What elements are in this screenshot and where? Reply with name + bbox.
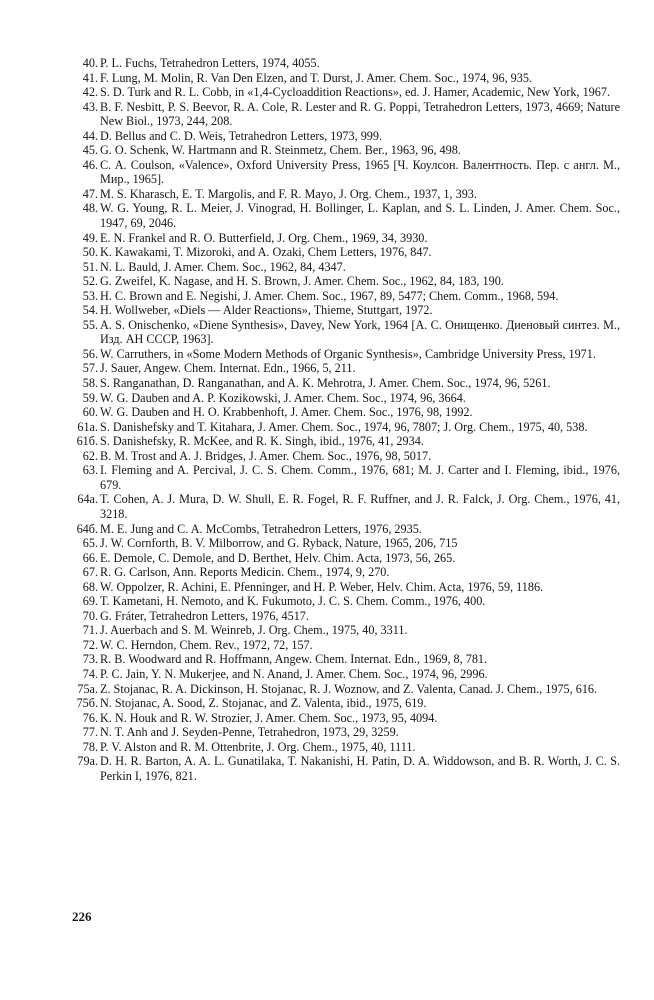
reference-entry: [72, 158, 620, 187]
reference-entry: [72, 682, 620, 697]
reference-number: 48.: [82, 201, 98, 216]
reference-entry: [72, 56, 620, 71]
reference-number: 79a.: [77, 754, 98, 769]
reference-entry: [72, 740, 620, 755]
reference-text: W. Oppolzer, R. Achini, E. Pfenninger, and H. P. Weber, Helv. Chim. Acta, 1976, 59, 1186.: [100, 579, 544, 594]
reference-entry: [72, 522, 620, 537]
reference-number: 65.: [82, 536, 98, 551]
reference-number: 61б.: [76, 434, 98, 449]
reference-number: 42.: [82, 85, 98, 100]
reference-number: 76.: [82, 710, 98, 725]
reference-entry: [72, 638, 620, 653]
reference-entry: [72, 449, 620, 464]
reference-text: H. C. Brown and E. Negishi, J. Amer. Chem. Soc., 1967, 89, 5477; Chem. Comm., 1968, 594.: [100, 288, 559, 303]
reference-entry: [72, 551, 620, 566]
reference-number: 46.: [82, 157, 98, 172]
reference-text: B. F. Nesbitt, P. S. Beevor, R. A. Cole, R. Lester and R. G. Poppi, Tetrahedron Letters, 1973, 4669; Nature New Biol., 1973, 244, 208.: [100, 99, 620, 129]
reference-number: 52.: [82, 274, 98, 289]
reference-entry: [72, 231, 620, 246]
reference-entry: [72, 434, 620, 449]
reference-number: 75a.: [77, 681, 98, 696]
reference-text: N. L. Bauld, J. Amer. Chem. Soc., 1962, 84, 4347.: [100, 259, 346, 274]
reference-text: W. Carruthers, in «Some Modern Methods of Organic Synthesis», Cambridge University Press, 1971.: [100, 346, 596, 361]
reference-entry: [72, 609, 620, 624]
reference-number: 74.: [82, 666, 98, 681]
reference-text: B. M. Trost and A. J. Bridges, J. Amer. Chem. Soc., 1976, 98, 5017.: [100, 448, 432, 463]
reference-number: 70.: [82, 608, 98, 623]
reference-entry: [72, 463, 620, 492]
reference-number: 47.: [82, 186, 98, 201]
reference-text: K. Kawakami, T. Mizoroki, and A. Ozaki, Chem Letters, 1976, 847.: [100, 245, 432, 260]
reference-number: 71.: [82, 623, 98, 638]
reference-text: N. Stojanac, A. Sood, Z. Stojanac, and Z. Valenta, ibid., 1975, 619.: [100, 696, 427, 711]
reference-text: S. Ranganathan, D. Ranganathan, and A. K. Mehrotra, J. Amer. Chem. Soc., 1974, 96, 5261.: [100, 376, 551, 391]
reference-entry: [72, 260, 620, 275]
reference-text: I. Fleming and A. Percival, J. C. S. Chem. Comm., 1976, 681; M. J. Carter and I. Fleming, ibid., 1976, 679.: [100, 463, 620, 492]
page-number: 226: [72, 909, 92, 924]
reference-entry: [72, 71, 620, 86]
reference-number: 57.: [82, 361, 98, 376]
reference-number: 54.: [82, 303, 98, 318]
reference-number: 66.: [82, 550, 98, 565]
reference-entry: [72, 376, 620, 391]
reference-text: J. Auerbach and S. M. Weinreb, J. Org. Chem., 1975, 40, 3311.: [100, 623, 408, 638]
reference-number: 43.: [82, 99, 98, 114]
reference-text: G. O. Schenk, W. Hartmann and R. Steinmetz, Chem. Ber., 1963, 96, 498.: [100, 143, 461, 158]
reference-number: 40.: [82, 56, 98, 70]
reference-text: F. Lung, M. Molin, R. Van Den Elzen, and T. Durst, J. Amer. Chem. Soc., 1974, 96, 935.: [100, 70, 532, 85]
reference-text: G. Zweifel, K. Nagase, and H. S. Brown, J. Amer. Chem. Soc., 1962, 84, 183, 190.: [100, 274, 504, 289]
reference-entry: [72, 652, 620, 667]
reference-text: R. G. Carlson, Ann. Reports Medicin. Chem., 1974, 9, 270.: [100, 565, 390, 580]
reference-number: 64a.: [77, 492, 98, 507]
reference-text: N. T. Anh and J. Seyden-Penne, Tetrahedron, 1973, 29, 3259.: [100, 725, 399, 740]
reference-text: Z. Stojanac, R. A. Dickinson, H. Stojanac, R. J. Woznow, and Z. Valenta, Canad. J. Chem., 1975, 616.: [100, 681, 598, 696]
reference-entry: [72, 580, 620, 595]
reference-text: S. D. Turk and R. L. Cobb, in «1,4-Cycloaddition Reactions», ed. J. Hamer, Academic, New York, 1967.: [100, 85, 610, 100]
reference-number: 45.: [82, 143, 98, 158]
reference-entry: [72, 623, 620, 638]
reference-entry: [72, 274, 620, 289]
reference-text: J. Sauer, Angew. Chem. Internat. Edn., 1966, 5, 211.: [100, 361, 356, 376]
reference-number: 60.: [82, 405, 98, 420]
reference-number: 50.: [82, 245, 98, 260]
reference-text: E. Demole, C. Demole, and D. Berthet, Helv. Chim. Acta, 1973, 56, 265.: [100, 550, 456, 565]
reference-text: D. H. R. Barton, A. A. L. Gunatilaka, T. Nakanishi, H. Patin, D. A. Widdowson, and B. R. Worth, J. C. S. Perkin I, 1976, 821.: [100, 754, 620, 783]
reference-entry: [72, 711, 620, 726]
reference-text: K. N. Houk and R. W. Strozier, J. Amer. Chem. Soc., 1973, 95, 4094.: [100, 710, 438, 725]
reference-entry: [72, 187, 620, 202]
reference-number: 53.: [82, 288, 98, 303]
reference-number: 73.: [82, 652, 98, 667]
reference-number: 64б.: [76, 521, 98, 536]
reference-number: 78.: [82, 739, 98, 754]
reference-number: 77.: [82, 725, 98, 740]
reference-number: 63.: [82, 463, 98, 478]
reference-number: 49.: [82, 230, 98, 245]
reference-number: 62.: [82, 448, 98, 463]
reference-number: 61a.: [77, 419, 98, 434]
reference-entry: [72, 405, 620, 420]
reference-number: 75б.: [76, 696, 98, 711]
reference-entry: [72, 536, 620, 551]
reference-entry: [72, 391, 620, 406]
reference-number: 59.: [82, 390, 98, 405]
reference-number: 72.: [82, 637, 98, 652]
reference-text: M. E. Jung and C. A. McCombs, Tetrahedron Letters, 1976, 2935.: [100, 521, 422, 536]
reference-entry: [72, 347, 620, 362]
reference-text: W. G. Dauben and A. P. Kozikowski, J. Amer. Chem. Soc., 1974, 96, 3664.: [100, 390, 466, 405]
reference-entry: [72, 143, 620, 158]
reference-number: 56.: [82, 346, 98, 361]
reference-text: A. S. Onischenko, «Diene Synthesis», Davey, New York, 1964 [А. С. Онищенко. Диеновый синтез. М., Изд. АН СССР, 1963].: [100, 317, 620, 347]
reference-entry: [72, 667, 620, 682]
reference-entry: [72, 420, 620, 435]
reference-entry: [72, 100, 620, 129]
reference-entry: [72, 318, 620, 347]
reference-text: P. V. Alston and R. M. Ottenbrite, J. Org. Chem., 1975, 40, 1111.: [100, 739, 416, 754]
reference-entry: [72, 565, 620, 580]
reference-number: 68.: [82, 579, 98, 594]
reference-number: 67.: [82, 565, 98, 580]
reference-text: T. Cohen, A. J. Mura, D. W. Shull, E. R. Fogel, R. F. Ruffner, and J. R. Falck, J. Org. Chem., 1976, 41, 3218.: [100, 492, 620, 521]
reference-entry: [72, 594, 620, 609]
reference-text: W. C. Herndon, Chem. Rev., 1972, 72, 157.: [100, 637, 313, 652]
reference-entry: [72, 361, 620, 376]
reference-entry: [72, 201, 620, 230]
reference-number: 51.: [82, 259, 98, 274]
reference-entry: [72, 245, 620, 260]
reference-number: 69.: [82, 594, 98, 609]
reference-text: R. B. Woodward and R. Hoffmann, Angew. Chem. Internat. Edn., 1969, 8, 781.: [100, 652, 488, 667]
reference-entry: [72, 303, 620, 318]
reference-text: P. C. Jain, Y. N. Mukerjee, and N. Anand, J. Amer. Chem. Soc., 1974, 96, 2996.: [100, 666, 488, 681]
reference-entry: [72, 492, 620, 521]
reference-text: W. G. Dauben and H. O. Krabbenhoft, J. Amer. Chem. Soc., 1976, 98, 1992.: [100, 405, 473, 420]
reference-text: P. L. Fuchs, Tetrahedron Letters, 1974, 4055.: [100, 56, 320, 70]
reference-entry: [72, 754, 620, 783]
reference-text: T. Kametani, H. Nemoto, and K. Fukumoto, J. C. S. Chem. Comm., 1976, 400.: [100, 594, 486, 609]
reference-entry: [72, 696, 620, 711]
reference-entry: [72, 289, 620, 304]
reference-text: D. Bellus and C. D. Weis, Tetrahedron Letters, 1973, 999.: [100, 128, 383, 143]
reference-text: J. W. Cornforth, B. V. Milborrow, and G. Ryback, Nature, 1965, 206, 715: [100, 536, 458, 551]
reference-text: M. S. Kharasch, E. T. Margolis, and F. R. Mayo, J. Org. Chem., 1937, 1, 393.: [100, 186, 477, 201]
reference-number: 58.: [82, 376, 98, 391]
reference-entry: [72, 85, 620, 100]
reference-number: 55.: [82, 317, 98, 332]
reference-entry: [72, 725, 620, 740]
reference-text: E. N. Frankel and R. O. Butterfield, J. Org. Chem., 1969, 34, 3930.: [100, 230, 428, 245]
reference-text: W. G. Young, R. L. Meier, J. Vinograd, H. Bollinger, L. Kaplan, and S. L. Linden, J. Amer. Chem. Soc., 1947, 69, 2046.: [100, 201, 620, 231]
reference-text: C. A. Coulson, «Valence», Oxford University Press, 1965 [Ч. Коулсон. Валентность. Пер. с англ. М., Мир., 1965].: [100, 157, 620, 187]
reference-text: G. Fráter, Tetrahedron Letters, 1976, 4517.: [100, 608, 309, 623]
reference-entry: [72, 129, 620, 144]
reference-number: 44.: [82, 128, 98, 143]
reference-text: H. Wollweber, «Diels — Alder Reactions», Thieme, Stuttgart, 1972.: [100, 303, 433, 318]
reference-list: [72, 56, 620, 783]
reference-number: 41.: [82, 70, 98, 85]
reference-text: S. Danishefsky, R. McKee, and R. K. Singh, ibid., 1976, 41, 2934.: [100, 434, 424, 449]
reference-text: S. Danishefsky and T. Kitahara, J. Amer. Chem. Soc., 1974, 96, 7807; J. Org. Chem., 1975, 40, 538.: [100, 419, 588, 434]
